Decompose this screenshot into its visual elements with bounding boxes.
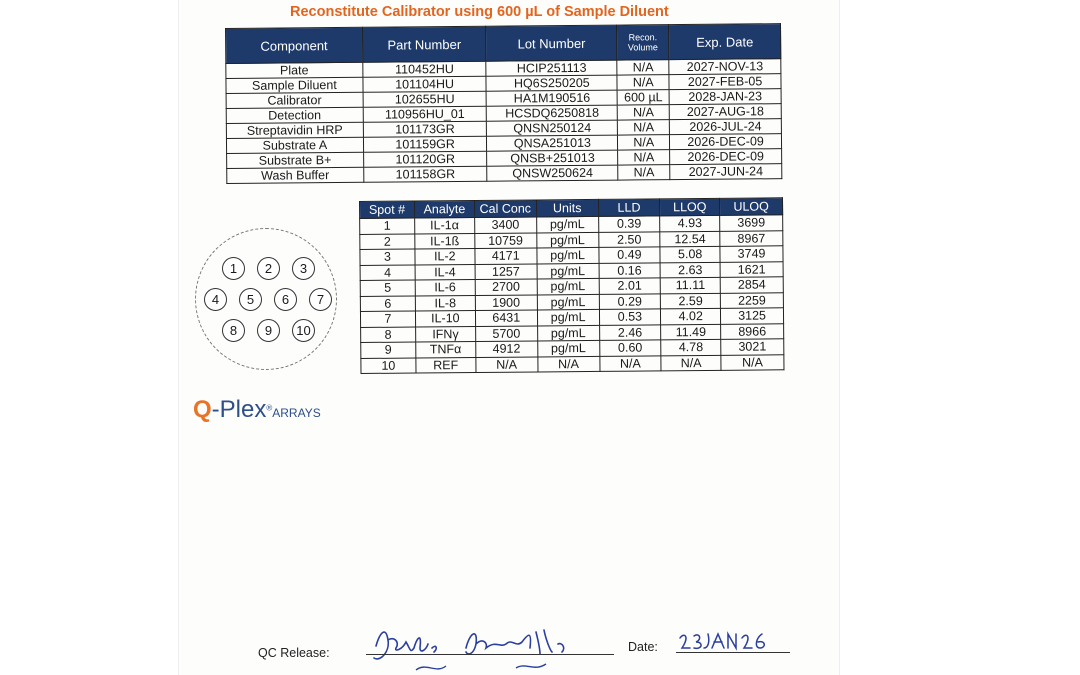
table-cell: 10759 xyxy=(475,232,537,248)
array-spot: 9 xyxy=(257,319,280,342)
header-lloq: LLOQ xyxy=(660,198,720,216)
table-cell: IL-1α xyxy=(415,217,475,233)
table-cell: 2026-DEC-09 xyxy=(670,149,782,165)
table-cell: 2259 xyxy=(720,292,783,308)
table-cell: 5.08 xyxy=(660,246,720,262)
table-cell: IFNγ xyxy=(415,326,475,342)
table-cell: 4.93 xyxy=(660,215,720,231)
table-cell: 0.16 xyxy=(599,262,661,278)
components-table xyxy=(225,23,782,184)
table-cell: 0.49 xyxy=(598,247,660,263)
qc-release-label: QC Release: xyxy=(258,646,330,660)
table-cell: 5700 xyxy=(475,325,537,341)
table-cell: pg/mL xyxy=(537,263,599,279)
table-cell: QNSN250124 xyxy=(487,120,618,136)
table-cell: 2854 xyxy=(720,277,783,293)
table-cell: IL-10 xyxy=(415,310,475,326)
table-cell: 2.63 xyxy=(660,262,720,278)
table-cell: 4.78 xyxy=(661,339,721,355)
table-cell: pg/mL xyxy=(537,340,599,356)
table-cell: Plate xyxy=(226,62,363,78)
table-cell: 1 xyxy=(360,218,415,234)
table-cell: 110956HU_01 xyxy=(363,106,487,122)
table-cell: pg/mL xyxy=(537,294,599,310)
header-recon-volume xyxy=(617,25,669,60)
table-cell: N/A xyxy=(618,150,670,165)
table-cell: 11.49 xyxy=(661,324,721,340)
table-cell: Substrate A xyxy=(226,137,363,153)
q-plex-arrays-logo xyxy=(193,396,321,424)
table-cell: TNFα xyxy=(416,341,476,357)
table-cell: 12.54 xyxy=(660,231,720,247)
table-cell: 11.11 xyxy=(660,277,720,293)
table-cell: 2027-FEB-05 xyxy=(669,74,781,90)
table-cell: 110452HU xyxy=(363,61,487,77)
header-units: Units xyxy=(536,199,598,217)
table-cell: 8966 xyxy=(721,323,784,339)
table-cell: QNSA251013 xyxy=(487,135,618,151)
table-cell: 2.01 xyxy=(599,278,661,294)
table-cell: 3400 xyxy=(474,217,536,233)
header-lld: LLD xyxy=(598,199,660,217)
table-cell: 2027-NOV-13 xyxy=(669,59,781,75)
table-cell: Calibrator xyxy=(226,92,363,108)
table-cell: 9 xyxy=(361,342,416,358)
table-cell: Wash Buffer xyxy=(227,167,364,183)
table-cell: pg/mL xyxy=(537,309,599,325)
table-cell: N/A xyxy=(618,165,670,180)
table-cell: 3 xyxy=(360,249,415,265)
table-cell: 4 xyxy=(360,265,415,281)
table-cell: N/A xyxy=(617,75,669,90)
logo-plex: -Plex xyxy=(211,396,267,423)
array-spot: 6 xyxy=(274,288,297,311)
table-cell: 5 xyxy=(360,280,415,296)
table-cell: 101104HU xyxy=(363,76,487,92)
header-cal-conc: Cal Conc xyxy=(474,200,536,218)
table-cell: Detection xyxy=(226,107,363,123)
table-cell: QNSW250624 xyxy=(487,165,618,181)
document-title: Reconstitute Calibrator using 600 µL of Sample Diluent xyxy=(290,4,669,20)
date-label: Date: xyxy=(628,640,658,654)
table-cell: IL-6 xyxy=(415,279,475,295)
table-cell: Sample Diluent xyxy=(226,77,363,93)
array-spot: 1 xyxy=(222,257,245,280)
table-cell: HA1M190516 xyxy=(487,90,618,106)
header-uloq: ULOQ xyxy=(720,198,783,216)
table-cell: HCSDQ6250818 xyxy=(487,105,618,121)
table-cell: 2027-JUN-24 xyxy=(670,164,782,180)
table-cell: pg/mL xyxy=(537,325,599,341)
table-cell: N/A xyxy=(721,354,784,370)
table-cell: 2027-AUG-18 xyxy=(669,104,781,120)
table-cell: REF xyxy=(416,357,476,373)
table-cell: IL-4 xyxy=(415,264,475,280)
table-cell: 102655HU xyxy=(363,91,487,107)
header-recon: Recon. xyxy=(628,32,658,43)
table-cell: 7 xyxy=(360,311,415,327)
table-cell: 1257 xyxy=(475,263,537,279)
header-lot-number: Lot Number xyxy=(486,25,617,61)
table-cell: 0.53 xyxy=(599,309,661,325)
table-cell: Streptavidin HRP xyxy=(226,122,363,138)
table-cell: 2 xyxy=(360,234,415,250)
table-cell: 3021 xyxy=(721,339,784,355)
array-spot: 8 xyxy=(222,319,245,342)
table-cell: 1621 xyxy=(720,261,783,277)
table-cell: N/A xyxy=(618,135,670,150)
logo-arrays: ARRAYS xyxy=(272,406,321,420)
array-spot: 2 xyxy=(257,257,280,280)
table-cell: 2.59 xyxy=(661,293,721,309)
table-cell: pg/mL xyxy=(536,216,598,232)
array-well-diagram xyxy=(195,228,337,370)
table-cell: 3749 xyxy=(720,246,783,262)
array-spot: 5 xyxy=(239,288,262,311)
table-cell: IL-1ß xyxy=(415,233,475,249)
table-cell: 6431 xyxy=(475,310,537,326)
header-volume: Volume xyxy=(627,42,658,53)
header-part-number: Part Number xyxy=(362,26,486,62)
signature-line xyxy=(366,654,614,655)
array-spot: 10 xyxy=(292,319,315,342)
table-cell: 2026-JUL-24 xyxy=(670,119,782,135)
table-header-row xyxy=(226,24,781,64)
logo-registered: ® xyxy=(266,403,273,413)
table-cell: 0.60 xyxy=(599,340,661,356)
table-cell: N/A xyxy=(661,355,721,371)
header-component: Component xyxy=(226,27,363,63)
table-cell: 8967 xyxy=(720,230,783,246)
qc-signature xyxy=(366,618,616,675)
table-cell: HQ6S250205 xyxy=(486,75,617,91)
table-cell: 8 xyxy=(361,327,416,343)
array-spot: 7 xyxy=(309,288,332,311)
table-cell: N/A xyxy=(617,105,669,120)
table-cell: 4.02 xyxy=(661,308,721,324)
table-row xyxy=(361,354,784,373)
table-cell: Substrate B+ xyxy=(227,152,364,168)
table-cell: 4912 xyxy=(475,341,537,357)
array-spot: 3 xyxy=(292,257,315,280)
table-cell: 6 xyxy=(360,296,415,312)
logo-q: Q xyxy=(193,396,212,423)
table-cell: 101120GR xyxy=(363,151,487,167)
table-cell: IL-2 xyxy=(415,248,475,264)
table-cell: pg/mL xyxy=(536,232,598,248)
table-cell: 101173GR xyxy=(363,121,487,137)
table-cell: 0.29 xyxy=(599,293,661,309)
table-cell: N/A xyxy=(538,356,600,372)
table-cell: 1900 xyxy=(475,294,537,310)
table-cell: 101159GR xyxy=(363,136,487,152)
table-cell: 2026-DEC-09 xyxy=(670,134,782,150)
table-cell: QNSB+251013 xyxy=(487,150,618,166)
handwritten-date xyxy=(676,630,776,654)
array-spot: 4 xyxy=(204,288,227,311)
header-spot: Spot # xyxy=(360,201,415,218)
table-cell: IL-8 xyxy=(415,295,475,311)
table-cell: 2028-JAN-23 xyxy=(669,89,781,105)
table-cell: 4171 xyxy=(475,248,537,264)
table-cell: N/A xyxy=(618,120,670,135)
table-cell: N/A xyxy=(476,356,538,372)
table-cell: pg/mL xyxy=(537,247,599,263)
table-cell: 2700 xyxy=(475,279,537,295)
table-cell: 2.50 xyxy=(598,231,660,247)
table-cell: 2.46 xyxy=(599,324,661,340)
table-cell: HCIP251113 xyxy=(486,60,617,76)
table-cell: N/A xyxy=(599,355,661,371)
table-cell: 101158GR xyxy=(363,166,487,182)
table-cell: N/A xyxy=(617,60,669,75)
table-cell: 3699 xyxy=(720,215,783,231)
table-cell: 600 µL xyxy=(617,90,669,105)
table-cell: 10 xyxy=(361,358,416,374)
header-exp-date: Exp. Date xyxy=(669,24,781,60)
table-cell: 3125 xyxy=(721,308,784,324)
table-cell: pg/mL xyxy=(537,278,599,294)
date-line xyxy=(676,652,790,653)
analyte-spot-table xyxy=(359,197,784,374)
header-analyte: Analyte xyxy=(414,200,474,218)
table-cell: 0.39 xyxy=(598,216,660,232)
